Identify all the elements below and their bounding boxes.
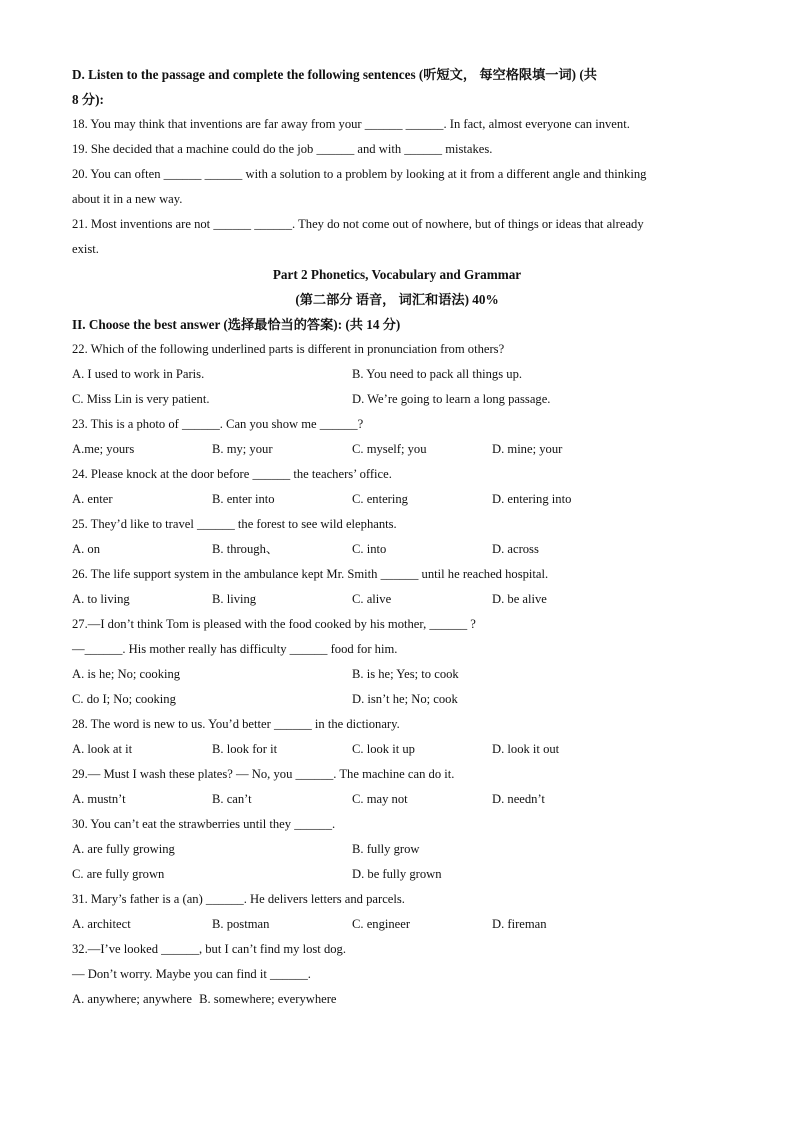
option-d: D. needn’t bbox=[492, 792, 545, 806]
question-25-stem: 25. They’d like to travel ______ the forest to see wild elephants. bbox=[72, 517, 397, 531]
question-26-options bbox=[72, 587, 722, 612]
part2-title: Part 2 Phonetics, Vocabulary and Grammar bbox=[272, 267, 522, 282]
option-b: B. my; your bbox=[212, 442, 273, 456]
option-b: B. postman bbox=[212, 917, 270, 931]
question-29-options bbox=[72, 787, 722, 812]
option-c: C. myself; you bbox=[352, 442, 427, 456]
option-d: D. We’re going to learn a long passage. bbox=[352, 392, 551, 406]
option-a: A. I used to work in Paris. bbox=[72, 367, 205, 381]
option-a: A. anywhere; anywhere bbox=[72, 992, 192, 1006]
option-c: C. may not bbox=[352, 792, 408, 806]
question-28-stem: 28. The word is new to us. You’d better ______ in the dictionary. bbox=[72, 717, 400, 731]
section-d-heading-cont: 8 分): bbox=[72, 92, 104, 107]
question-30-stem: 30. You can’t eat the strawberries until they ______. bbox=[72, 817, 336, 831]
question-26-stem: 26. The life support system in the ambulance kept Mr. Smith ______ until he reached hospital. bbox=[72, 567, 549, 581]
question-27-options-row1 bbox=[72, 662, 722, 687]
question-21-cont: exist. bbox=[72, 242, 99, 256]
question-21: 21. Most inventions are not ______ ______. They do not come out of nowhere, but of things or ideas that already bbox=[72, 217, 644, 231]
option-c: C. Miss Lin is very patient. bbox=[72, 392, 210, 406]
question-27-stem: 27.—I don’t think Tom is pleased with the food cooked by his mother, ______ ? bbox=[72, 617, 476, 631]
option-b: B. somewhere; everywhere bbox=[199, 992, 337, 1006]
option-c: C. alive bbox=[352, 592, 392, 606]
option-c: C. into bbox=[352, 542, 387, 556]
part2-subtitle: (第二部分 语音， 词汇和语法) 40% bbox=[295, 292, 499, 307]
option-d: D. isn’t he; No; cook bbox=[352, 692, 458, 706]
question-22-options-row1 bbox=[72, 362, 722, 387]
question-32-stem: 32.—I’ve looked ______, but I can’t find my lost dog. bbox=[72, 942, 346, 956]
option-a: A.me; yours bbox=[72, 442, 135, 456]
question-32-options bbox=[72, 987, 722, 1012]
option-a: A. are fully growing bbox=[72, 842, 175, 856]
question-25-options bbox=[72, 537, 722, 562]
question-27-stem-cont: —______. His mother really has difficulty ______ food for him. bbox=[72, 642, 398, 656]
option-d: D. mine; your bbox=[492, 442, 563, 456]
question-23-options bbox=[72, 437, 722, 462]
question-29-stem: 29.— Must I wash these plates? — No, you ______. The machine can do it. bbox=[72, 767, 455, 781]
option-c: C. do I; No; cooking bbox=[72, 692, 176, 706]
option-d: D. be fully grown bbox=[352, 867, 442, 881]
question-24-options bbox=[72, 487, 722, 512]
question-18: 18. You may think that inventions are far away from your ______ ______. In fact, almost everyone can invent. bbox=[72, 117, 630, 131]
option-b: B. look for it bbox=[212, 742, 278, 756]
question-22-options-row2 bbox=[72, 387, 722, 412]
option-c: C. engineer bbox=[352, 917, 411, 931]
option-d: D. be alive bbox=[492, 592, 547, 606]
question-20-cont: about it in a new way. bbox=[72, 192, 183, 206]
option-c: C. entering bbox=[352, 492, 408, 506]
question-23-stem: 23. This is a photo of ______. Can you show me ______? bbox=[72, 417, 364, 431]
option-a: A. enter bbox=[72, 492, 113, 506]
option-b: B. fully grow bbox=[352, 842, 420, 856]
question-31-options bbox=[72, 912, 722, 937]
option-c: C. are fully grown bbox=[72, 867, 165, 881]
option-d: D. across bbox=[492, 542, 539, 556]
question-30-options-row2 bbox=[72, 862, 722, 887]
option-d: D. entering into bbox=[492, 492, 572, 506]
exam-page bbox=[72, 62, 722, 1012]
option-b: B. You need to pack all things up. bbox=[352, 367, 523, 381]
question-20: 20. You can often ______ ______ with a solution to a problem by looking at it from a different angle and thinking bbox=[72, 167, 647, 181]
section-d-heading: D. Listen to the passage and complete the following sentences (听短文， 每空格限填一词) (共 bbox=[72, 67, 597, 82]
option-a: A. is he; No; cooking bbox=[72, 667, 181, 681]
question-30-options-row1 bbox=[72, 837, 722, 862]
question-32-stem-cont: — Don’t worry. Maybe you can find it ______. bbox=[72, 967, 311, 981]
option-a: A. on bbox=[72, 542, 100, 556]
option-b: B. can’t bbox=[212, 792, 252, 806]
question-22-stem: 22. Which of the following underlined parts is different in pronunciation from others? bbox=[72, 342, 505, 356]
question-24-stem: 24. Please knock at the door before ______ the teachers’ office. bbox=[72, 467, 392, 481]
option-a: A. architect bbox=[72, 917, 131, 931]
question-27-options-row2 bbox=[72, 687, 722, 712]
option-c: C. look it up bbox=[352, 742, 415, 756]
option-b: B. living bbox=[212, 592, 257, 606]
section-ii-heading: II. Choose the best answer (选择最恰当的答案): (共 14 分) bbox=[72, 317, 401, 332]
question-31-stem: 31. Mary’s father is a (an) ______. He delivers letters and parcels. bbox=[72, 892, 405, 906]
question-19: 19. She decided that a machine could do the job ______ and with ______ mistakes. bbox=[72, 142, 493, 156]
option-b: B. through、 bbox=[212, 542, 279, 556]
option-a: A. look at it bbox=[72, 742, 133, 756]
option-b: B. enter into bbox=[212, 492, 275, 506]
option-d: D. look it out bbox=[492, 742, 560, 756]
option-b: B. is he; Yes; to cook bbox=[352, 667, 459, 681]
option-d: D. fireman bbox=[492, 917, 547, 931]
option-a: A. to living bbox=[72, 592, 130, 606]
question-28-options bbox=[72, 737, 722, 762]
option-a: A. mustn’t bbox=[72, 792, 126, 806]
